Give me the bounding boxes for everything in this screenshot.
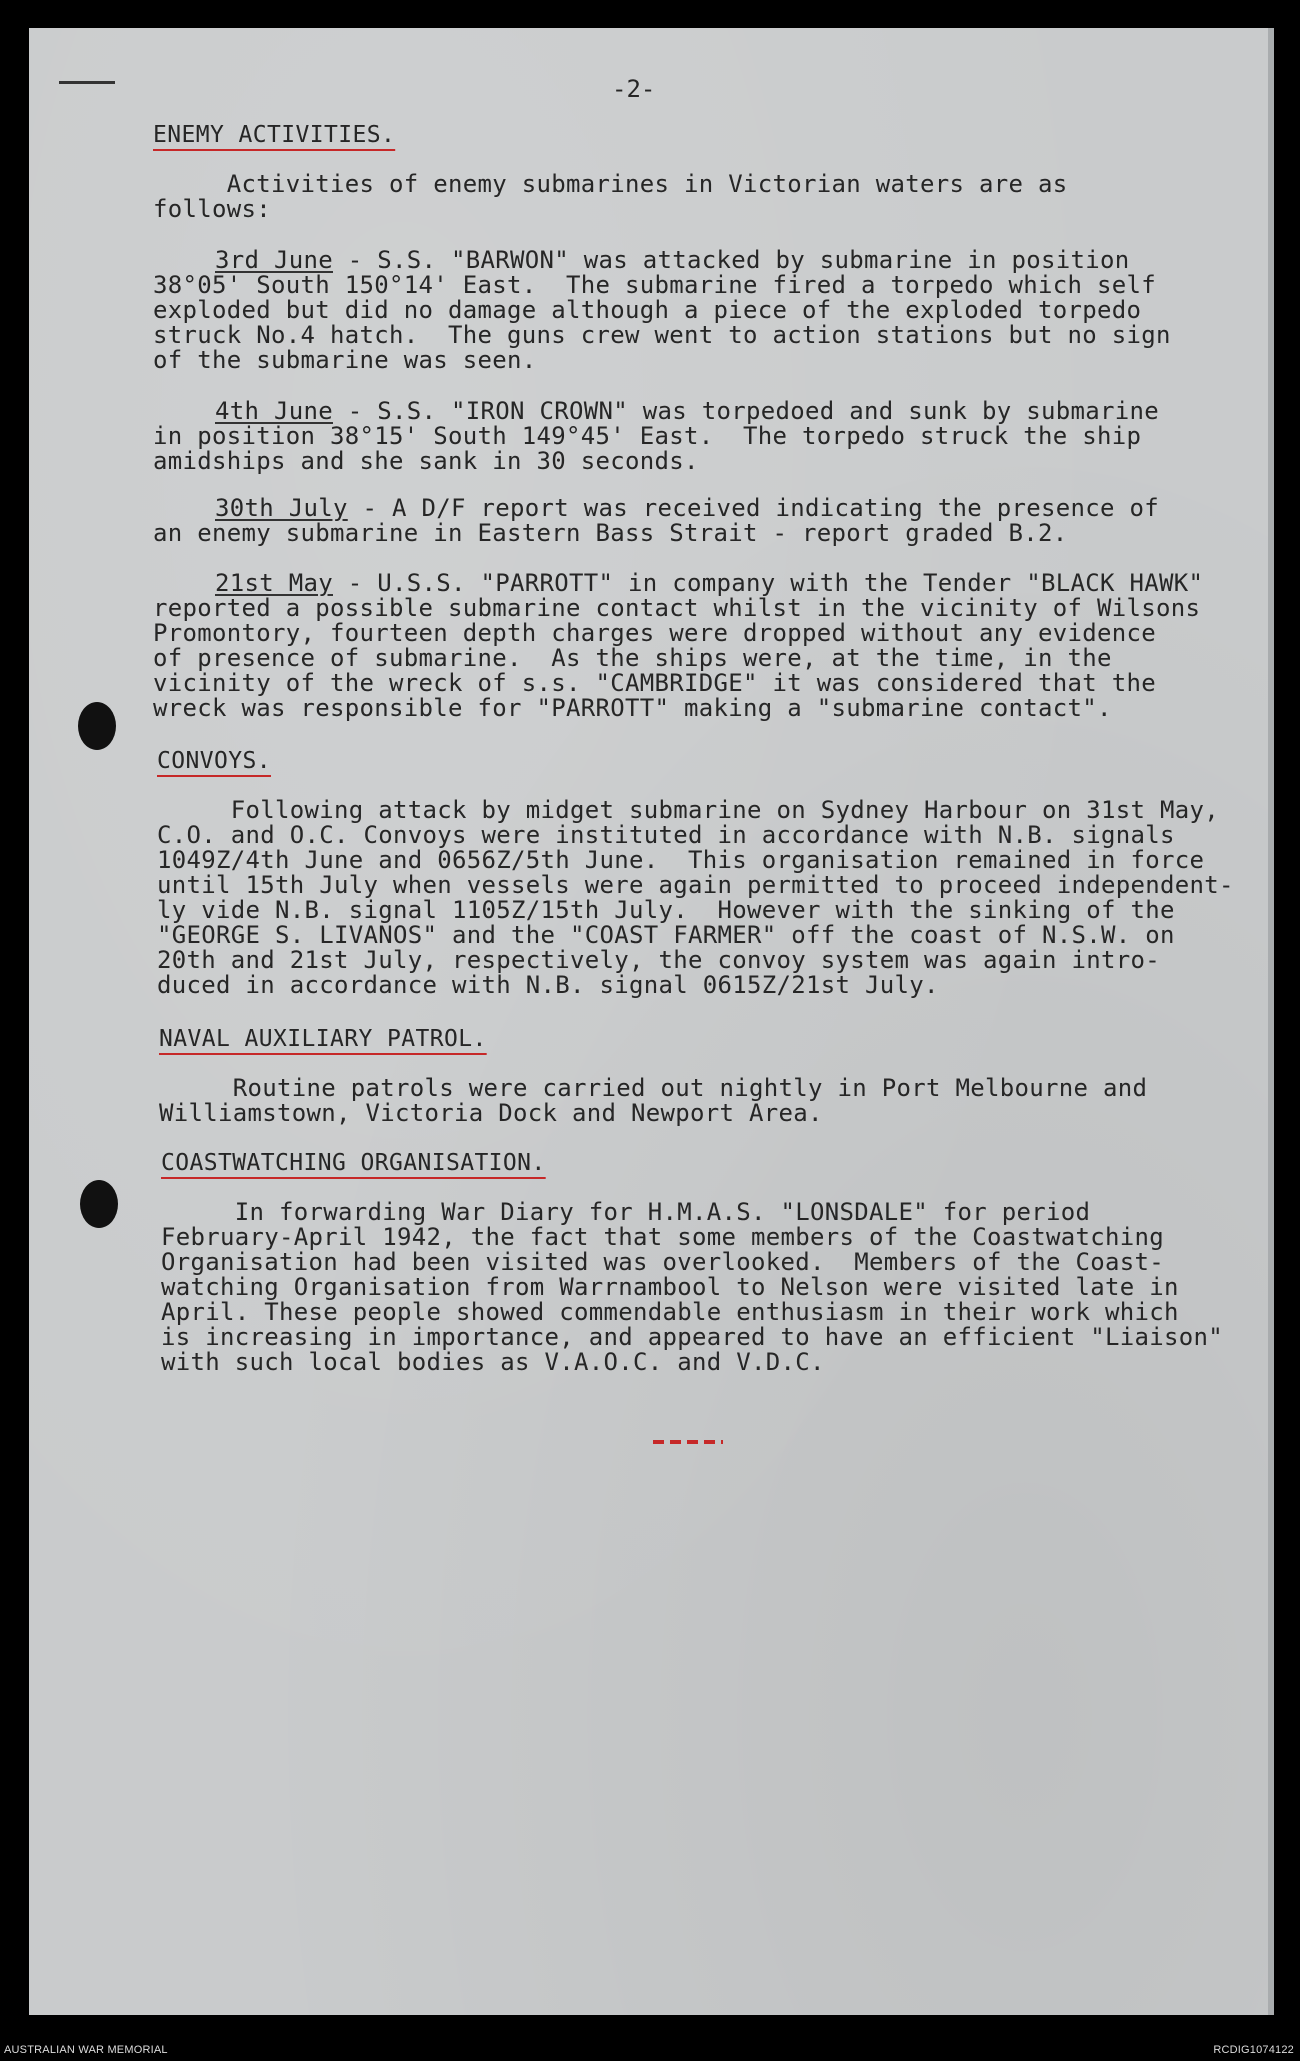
punch-hole <box>80 1180 118 1228</box>
document-page <box>29 28 1274 2015</box>
heading-naval-auxiliary-patrol: NAVAL AUXILIARY PATROL. <box>159 1026 487 1052</box>
entry-date: 4th June <box>215 397 333 425</box>
entry-30th-july <box>153 496 1159 546</box>
heading-coastwatching-organisation: COASTWATCHING ORGANISATION. <box>161 1150 546 1176</box>
entry-date: 21st May <box>215 569 333 597</box>
entry-21st-may <box>153 571 1203 721</box>
punch-hole <box>78 702 116 750</box>
entry-date: 30th July <box>215 494 348 522</box>
entry-text: - S.S. "IRON CROWN" was torpedoed and sunk by submarine in position 38°15' South 149°45' East. The torpedo struck the ship amidships and she sank in 30 seconds. <box>153 397 1159 475</box>
entry-date: 3rd June <box>215 246 333 274</box>
page-edge <box>1268 28 1274 2015</box>
end-mark <box>653 1440 723 1444</box>
footer-source: AUSTRALIAN WAR MEMORIAL <box>4 2044 168 2056</box>
convoys-body: Following attack by midget submarine on Sydney Harbour on 31st May, C.O. and O.C. Convoys were instituted in accordance with N.B. signals 1049Z/4th June and 0656Z/5th June. This organisation remained in force until 15th July when vessels were again permitted to proceed independent- ly vide N.B. signal 1105Z/15th July. However with the sinking of the "GEORGE S. LIVANOS" and the "COAST FARMER" off the coast of N.S.W. on 20th and 21st July, respectively, the convoy system was again intro- duced in accordance with N.B. signal 0615Z/21st July. <box>157 796 1234 999</box>
footer-record-id: RCDIG1074122 <box>1213 2044 1294 2056</box>
naval-auxiliary-patrol-body: Routine patrols were carried out nightly in Port Melbourne and Williamstown, Victoria Dock and Newport Area. <box>159 1074 1148 1127</box>
entry-3rd-june <box>153 248 1171 373</box>
coastwatching-body: In forwarding War Diary for H.M.A.S. "LONSDALE" for period February-April 1942, the fact that some members of the Coastwatching Organisation had been visited was overlooked. Members of the Coast- watching Organisation from Warrnambool to Nelson were visited late in April. These people showed commendable enthusiasm in their work which is increasing in importance, and appeared to have an efficient "Liaison" with such local bodies as V.A.O.C. and V.D.C. <box>161 1198 1223 1376</box>
entry-text: - U.S.S. "PARROTT" in company with the Tender "BLACK HAWK" reported a possible submarine contact whilst in the vicinity of Wilsons Promontory, fourteen depth charges were dropped without any evidence of presence of submarine. As the ships were, at the time, in the vicinity of the wreck of s.s. "CAMBRIDGE" it was considered that the wreck was responsible for "PARROTT" making a "submarine contact". <box>153 569 1204 722</box>
pin-mark <box>59 81 115 84</box>
heading-enemy-activities: ENEMY ACTIVITIES. <box>153 122 396 148</box>
enemy-activities-intro: Activities of enemy submarines in Victorian waters are as follows: <box>153 170 1068 223</box>
page-number: -2- <box>612 75 656 103</box>
heading-convoys: CONVOYS. <box>157 748 271 774</box>
entry-text: - A D/F report was received indicating the presence of an enemy submarine in Eastern Bass Strait - report graded B.2. <box>153 494 1159 547</box>
entry-4th-june <box>153 399 1159 474</box>
entry-text: - S.S. "BARWON" was attacked by submarine in position 38°05' South 150°14' East. The submarine fired a torpedo which self exploded but did no damage although a piece of the exploded torpedo struck No.4 hatch. The guns crew went to action stations but no sign of the submarine was seen. <box>153 246 1171 374</box>
